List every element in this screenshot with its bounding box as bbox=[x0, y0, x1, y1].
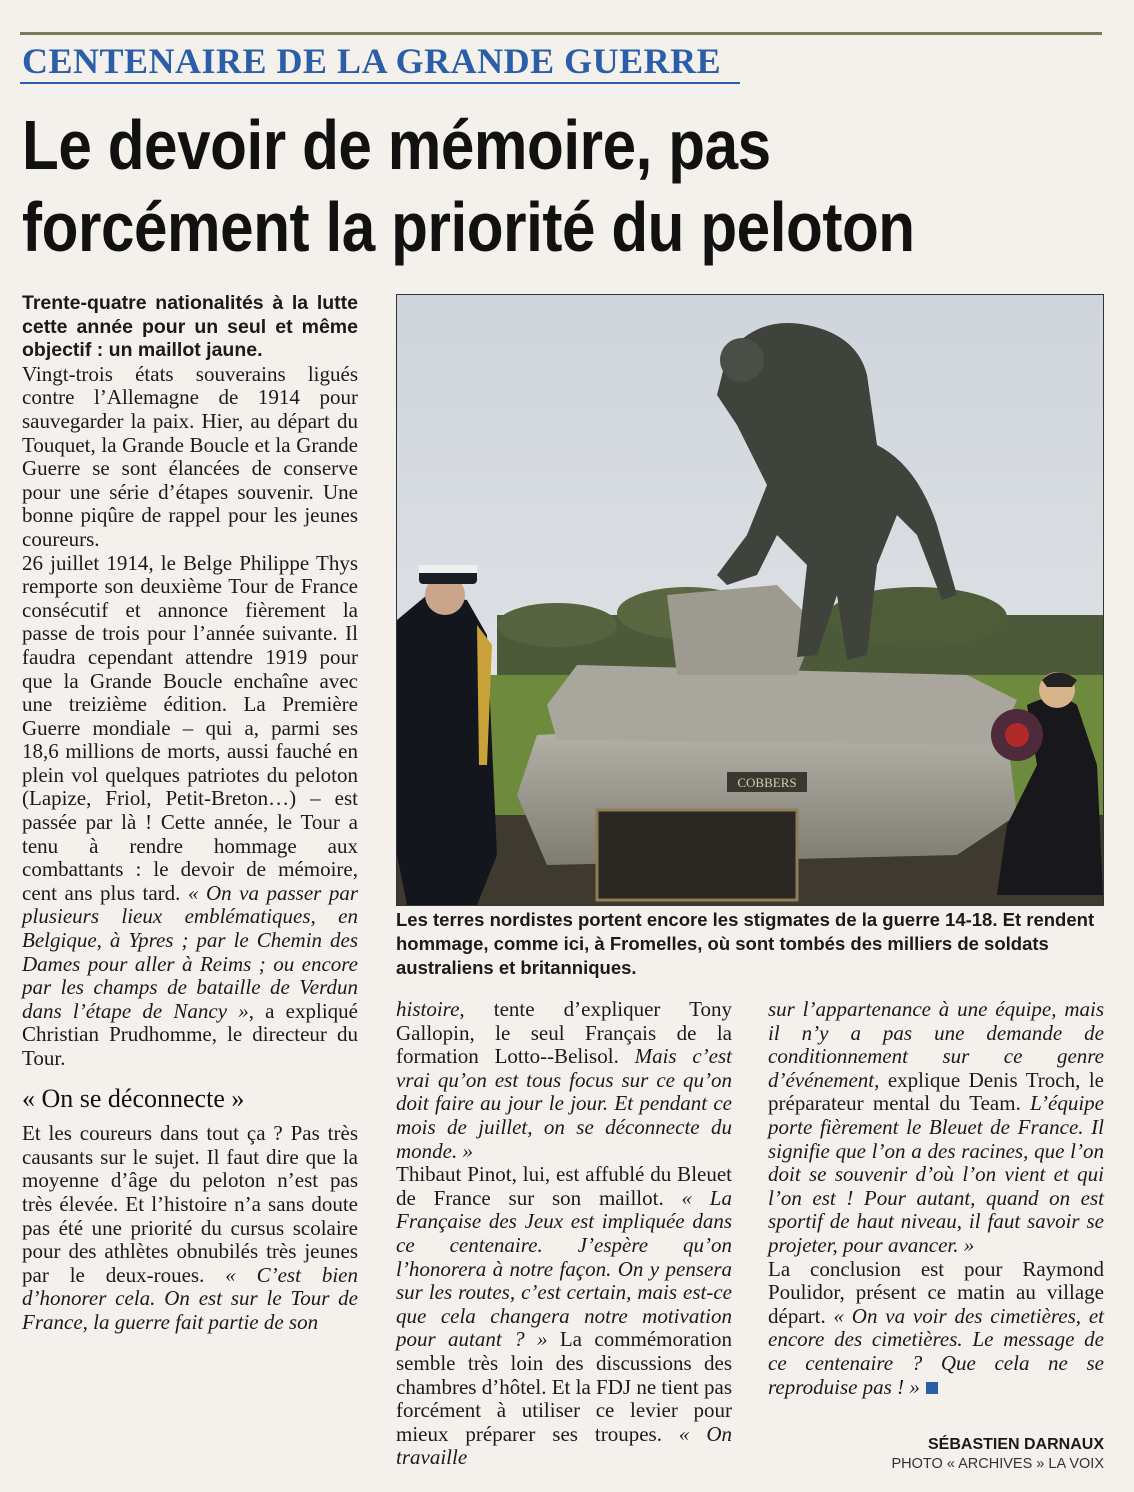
top-rule bbox=[20, 32, 1102, 35]
paragraph: Vingt-trois états souverains ligués contre l’Allemagne de 1914 pour sauvegarder la paix. Hier, au départ du Touquet, la Grande Boucle et la Grande Guerre se sont élancées de conserve pour une série d’étapes souvenir. Une bonne piqûre de rappel pour les jeunes coureurs. bbox=[22, 361, 358, 551]
cobbers-statue-illustration bbox=[397, 295, 1103, 905]
plaque-label: COBBERS bbox=[737, 775, 797, 790]
paragraph-text: 26 juillet 1914, le Belge Philippe Thys remporte son deuxième Tour de France consécutif et annonce fièrement la passe de trois pour l’année suivante. Il faudra cependant attendre 1919 pour que la Grande Boucle enchaîne avec une treizième édition. La Première Guerre mondiale – qui a, parmi ses 18,6 millions de morts, aussi fauché en plein vol quelques patriotes du peloton (Lapize, Friol, Petit-Breton…) – est passée par là ! Cette année, le Tour a tenu à rendre hommage aux combattants : le devoir de mémoire, cent ans plus tard. bbox=[22, 550, 358, 905]
paragraph-text: La conclusion est pour Raymond Poulidor, présent ce matin au village départ. bbox=[768, 1256, 1104, 1328]
paragraph bbox=[396, 1163, 732, 1470]
article-column-1 bbox=[22, 292, 358, 1335]
quote: « On travaille bbox=[396, 1421, 733, 1470]
article-lead: Trente-quatre nationalités à la lutte cette année pour un seul et même objectif : un maillot jaune. bbox=[22, 292, 358, 362]
kicker-underline bbox=[20, 82, 740, 84]
article-headline: Le devoir de mémoire, pas forcément la priorité du peloton bbox=[22, 106, 915, 266]
paragraph bbox=[22, 552, 358, 1071]
subheading: « On se déconnecte » bbox=[22, 1083, 245, 1113]
quote: « C’est bien d’honorer cela. On est sur le Tour de France, la guerre fait partie de son bbox=[22, 1262, 358, 1334]
quote: histoire bbox=[396, 997, 460, 1021]
quote: « La Française des Jeux est impliquée dans ce centenaire. J’espère qu’on l’honorera à notre façon. On y pensera sur les routes, c’est certain, mais est-ce que cela changera notre motivation pour autant ? » bbox=[396, 1185, 732, 1352]
author-byline: SÉBASTIEN DARNAUX bbox=[927, 1436, 1104, 1453]
paragraph bbox=[768, 998, 1104, 1258]
paragraph bbox=[768, 1258, 1104, 1400]
paragraph-text: Et les coureurs dans tout ça ? Pas très causants sur le sujet. Il faut dire que la moyenne d’âge du peloton n’est pas très élevée. Et l’histoire n’a sans doute pas été une priorité du cursus scolaire pour des athlètes obnubilés très jeunes par le deux-roues. bbox=[22, 1121, 358, 1287]
end-of-article-mark bbox=[926, 1382, 938, 1394]
paragraph bbox=[396, 998, 732, 1163]
paragraph-text: La commémoration semble très loin des discussions des chambres d’hôtel. Et la FDJ ne tient pas forcément à utiliser ce levier pour mieux préparer ses troupes. bbox=[396, 1327, 732, 1446]
quote: « On va voir des cimetières, et encore des cimetières. Le message de ce centenaire ? Que cela ne se reproduise pas ! » bbox=[768, 1303, 1104, 1399]
photo-credit: PHOTO « ARCHIVES » LA VOIX bbox=[891, 1456, 1104, 1472]
photo-caption: Les terres nordistes portent encore les stigmates de la guerre 14-18. Et rendent hommage, comme ici, à Fromelles, où sont tombés des milliers de soldats australiens et britanniques. bbox=[396, 909, 1095, 978]
quote: « On va passer par plusieurs lieux emblématiques, en Belgique, à Ypres ; par le Chemin des Dames pour aller à Reims ; ou encore par les champs de bataille de Verdun dans l’étape de Nancy » bbox=[22, 880, 358, 1023]
quote: L’équipe porte fièrement le Bleuet de France. Il signifie que l’on a des racines, que l’on doit se souvenir d’où l’on vient et qui l’on est ! Pour autant, quand on est sportif de haut niveau, il faut savoir se projeter, pour avancer. » bbox=[768, 1091, 1104, 1257]
paragraph bbox=[22, 1122, 358, 1334]
memorial-photo bbox=[396, 294, 1104, 906]
quote: sur l’appartenance à une équipe, mais il n’y a pas une demande de conditionnement sur ce genre d’événement bbox=[768, 997, 1104, 1092]
paragraph-text: Thibaut Pinot, lui, est affublé du Bleuet de France sur son maillot. bbox=[396, 1162, 732, 1210]
quote: Mais c’est vrai qu’on est tous focus sur ce qu’on doit faire au jour le jour. Et pendant ce mois de juillet, on se déconnecte du monde. » bbox=[396, 1044, 732, 1163]
section-kicker: CENTENAIRE DE LA GRANDE GUERRE bbox=[22, 41, 722, 81]
paragraph-text: , tente d’expliquer Tony Gallopin, le seul Français de la formation Lotto--Belisol. bbox=[396, 997, 732, 1069]
article-column-2 bbox=[396, 998, 732, 1470]
paragraph-text: , a expliqué Christian Prudhomme, le directeur du Tour. bbox=[22, 998, 358, 1070]
article-column-3 bbox=[768, 998, 1104, 1399]
paragraph-text: , explique Denis Troch, le préparateur mental du Team. bbox=[768, 1067, 1104, 1116]
